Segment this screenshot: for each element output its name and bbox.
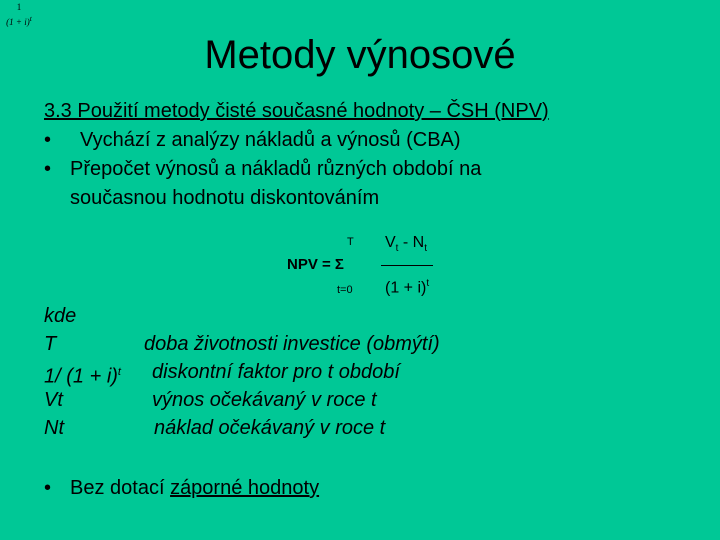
bullet-continuation: současnou hodnotu diskontováním: [70, 187, 380, 209]
corner-formula: [3, 2, 35, 28]
corner-formula-denominator: $(1 + i)^t$: [6, 14, 32, 27]
definition-term: 1/ $(1 + i)^t$: [44, 365, 121, 388]
definition-desc: doba životnosti investice (obmýtí): [144, 333, 440, 355]
definition-term: Vt: [44, 389, 63, 411]
sum-upper-limit: T: [347, 236, 354, 248]
bullet-marker: •: [44, 158, 52, 180]
bullet-discounting: [44, 155, 684, 184]
bullet-subsidies: [44, 477, 319, 500]
corner-formula-numerator: 1: [16, 2, 22, 12]
section-heading: 3.3 Použití metody čisté současné hodnoty – ČSH (NPV): [44, 100, 549, 122]
bullet-text: Bez dotací záporné hodnoty: [70, 477, 320, 499]
npv-formula: [285, 232, 455, 302]
slide-body: [44, 97, 684, 213]
formula-denominator: $(1 + i)^t$: [385, 278, 430, 297]
definition-desc: náklad očekávaný v roce t: [154, 417, 386, 439]
negative-values-link[interactable]: záporné hodnoty: [170, 477, 320, 499]
npv-label: NPV = Σ: [287, 256, 344, 273]
bullet-text: Vychází z analýzy nákladů a výnosů (CBA): [80, 129, 461, 151]
bullet-marker: •: [44, 129, 52, 151]
sum-lower-limit: t=0: [337, 284, 353, 296]
definition-desc: výnos očekávaný v roce t: [152, 389, 377, 411]
formula-numerator: $V_t - N_t$: [385, 234, 428, 255]
bullet-marker: •: [44, 477, 52, 499]
definition-desc: diskontní faktor pro t období: [152, 361, 400, 383]
fraction-bar: [381, 265, 433, 266]
definition-term: T: [44, 333, 57, 355]
slide-title: Metody výnosové: [204, 33, 516, 77]
definition-term: Nt: [44, 417, 64, 439]
bullet-text: Přepočet výnosů a nákladů různých období na: [70, 158, 482, 180]
bullet-cba: [44, 126, 684, 155]
